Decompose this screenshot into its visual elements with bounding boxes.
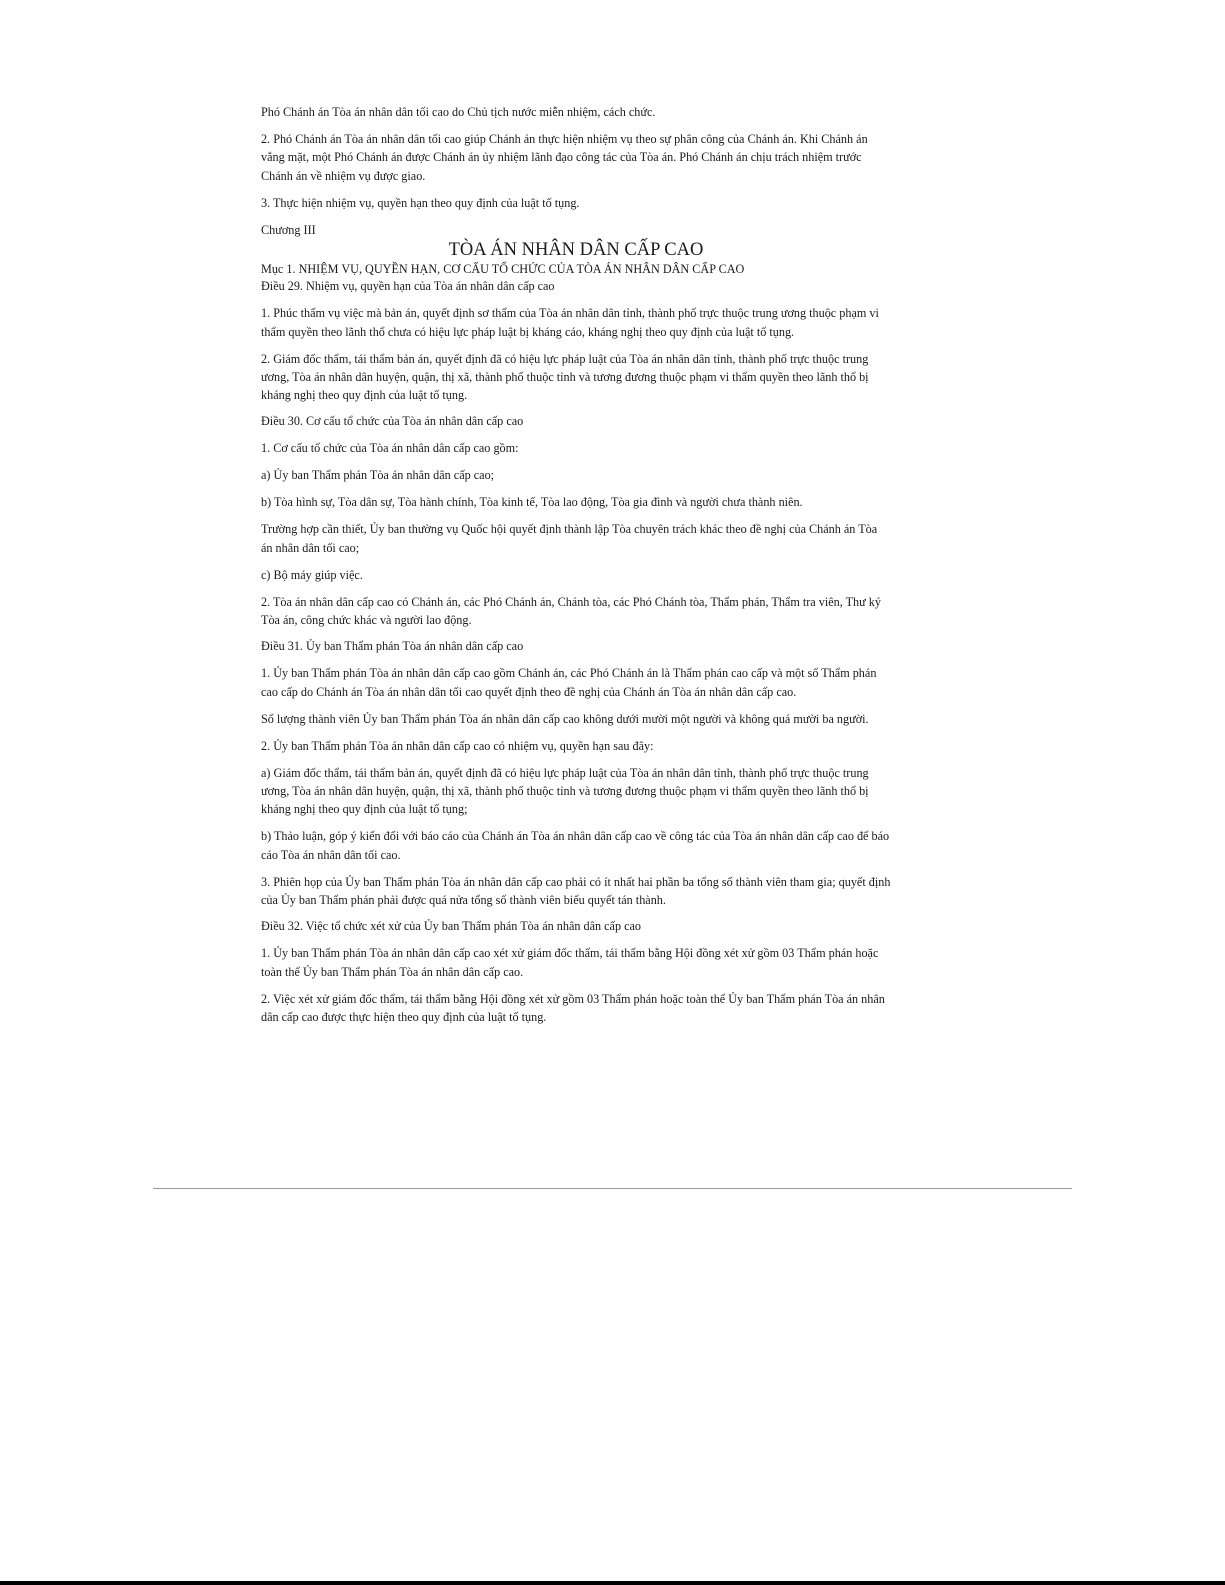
- clause: 1. Ủy ban Thẩm phán Tòa án nhân dân cấp cao gồm Chánh án, các Phó Chánh án là Thẩm phán cao cấp và một số Thẩm phán cao cấp do Chánh án Tòa án nhân dân tối cao quyết định theo đề nghị của Chánh án Tòa án nhân dân cấp cao.: [261, 666, 877, 699]
- clause: 2. Ủy ban Thẩm phán Tòa án nhân dân cấp cao có nhiệm vụ, quyền hạn sau đây:: [261, 738, 654, 753]
- clause: 1. Ủy ban Thẩm phán Tòa án nhân dân cấp cao xét xử giám đốc thẩm, tái thẩm bằng Hội đồng xét xử gồm 03 Thẩm phán hoặc toàn thể Ủy ban Thẩm phán Tòa án nhân dân cấp cao.: [261, 946, 879, 979]
- clause: 2. Tòa án nhân dân cấp cao có Chánh án, các Phó Chánh án, Chánh tòa, các Phó Chánh tòa, Thẩm phán, Thẩm tra viên, Thư ký Tòa án, công chức khác và người lao động.: [261, 594, 881, 628]
- paragraph: 2. Phó Chánh án Tòa án nhân dân tối cao giúp Chánh án thực hiện nhiệm vụ theo sự phân công của Chánh án. Khi Chánh án vắng mặt, một Phó Chánh án được Chánh án ủy nhiệm lãnh đạo công tác của Tòa án. Phó Chánh án chịu trách nhiệm trước Chánh án về nhiệm vụ được giao.: [261, 132, 868, 183]
- section-heading: Mục 1. NHIỆM VỤ, QUYỀN HẠN, CƠ CẤU TỔ CHỨC CỦA TÒA ÁN NHÂN DÂN CẤP CAO: [261, 262, 745, 277]
- clause: 2. Việc xét xử giám đốc thẩm, tái thẩm bằng Hội đồng xét xử gồm 03 Thẩm phán hoặc toàn thể Ủy ban Thẩm phán Tòa án nhân dân cấp cao được thực hiện theo quy định của luật tố tụng.: [261, 991, 885, 1025]
- clause: b) Thảo luận, góp ý kiến đối với báo cáo của Chánh án Tòa án nhân dân cấp cao về công tác của Tòa án nhân dân cấp cao để báo cáo Tòa án nhân dân tối cao.: [261, 829, 890, 862]
- clause: 1. Phúc thẩm vụ việc mà bản án, quyết định sơ thẩm của Tòa án nhân dân tỉnh, thành phố trực thuộc trung ương thuộc phạm vi thẩm quyền theo lãnh thổ chưa có hiệu lực pháp luật bị kháng cáo, kháng nghị theo quy định của luật tố tụng.: [261, 306, 879, 339]
- clause: b) Tòa hình sự, Tòa dân sự, Tòa hành chính, Tòa kinh tế, Tòa lao động, Tòa gia đình và người chưa thành niên.: [261, 495, 803, 510]
- paragraph: Phó Chánh án Tòa án nhân dân tối cao do Chủ tịch nước miễn nhiệm, cách chức.: [261, 105, 656, 119]
- clause: Số lượng thành viên Ủy ban Thẩm phán Tòa án nhân dân cấp cao không dưới mười một người và không quá mười ba người.: [261, 711, 869, 726]
- article-32-title: Điều 32. Việc tổ chức xét xử của Ủy ban Thẩm phán Tòa án nhân dân cấp cao: [261, 919, 642, 934]
- bottom-edge-bar: [0, 1581, 1225, 1585]
- article-31-title: Điều 31. Ủy ban Thẩm phán Tòa án nhân dân cấp cao: [261, 639, 524, 654]
- page-separator-line: [153, 1188, 1072, 1189]
- article-29-title: Điều 29. Nhiệm vụ, quyền hạn của Tòa án nhân dân cấp cao: [261, 279, 555, 294]
- clause: a) Giám đốc thẩm, tái thẩm bản án, quyết định đã có hiệu lực pháp luật của Tòa án nhân dân tỉnh, thành phố trực thuộc trung ương, Tòa án nhân dân huyện, quận, thị xã, thành phố thuộc tỉnh và tương đương thuộc phạm vi thẩm quyền theo lãnh thổ bị kháng nghị theo quy định của luật tố tụng;: [261, 765, 869, 817]
- clause: a) Ủy ban Thẩm phán Tòa án nhân dân cấp cao;: [261, 468, 495, 483]
- clause: c) Bộ máy giúp việc.: [261, 567, 363, 582]
- clause: 1. Cơ cấu tổ chức của Tòa án nhân dân cấp cao gồm:: [261, 441, 519, 456]
- document-body: [261, 103, 891, 1035]
- article-30-title: Điều 30. Cơ cấu tổ chức của Tòa án nhân dân cấp cao: [261, 414, 524, 429]
- paragraph: 3. Thực hiện nhiệm vụ, quyền hạn theo quy định của luật tố tụng.: [261, 195, 580, 210]
- clause: Trường hợp cần thiết, Ủy ban thường vụ Quốc hội quyết định thành lập Tòa chuyên trách khác theo đề nghị của Chánh án Tòa án nhân dân tối cao;: [261, 522, 878, 555]
- chapter-title: TÒA ÁN NHÂN DÂN CẤP CAO: [448, 240, 704, 261]
- chapter-label: Chương III: [261, 222, 316, 237]
- clause: 3. Phiên họp của Ủy ban Thẩm phán Tòa án nhân dân cấp cao phải có ít nhất hai phần ba tổng số thành viên tham gia; quyết định của Ủy ban Thẩm phán phải được quá nửa tổng số thành viên biểu quyết tán thành.: [261, 874, 891, 908]
- clause: 2. Giám đốc thẩm, tái thẩm bản án, quyết định đã có hiệu lực pháp luật của Tòa án nhân dân tỉnh, thành phố trực thuộc trung ương, Tòa án nhân dân huyện, quận, thị xã, thành phố thuộc tỉnh và tương đương thuộc phạm vi thẩm quyền theo lãnh thổ bị kháng nghị theo quy định của luật tố tụng.: [261, 351, 869, 403]
